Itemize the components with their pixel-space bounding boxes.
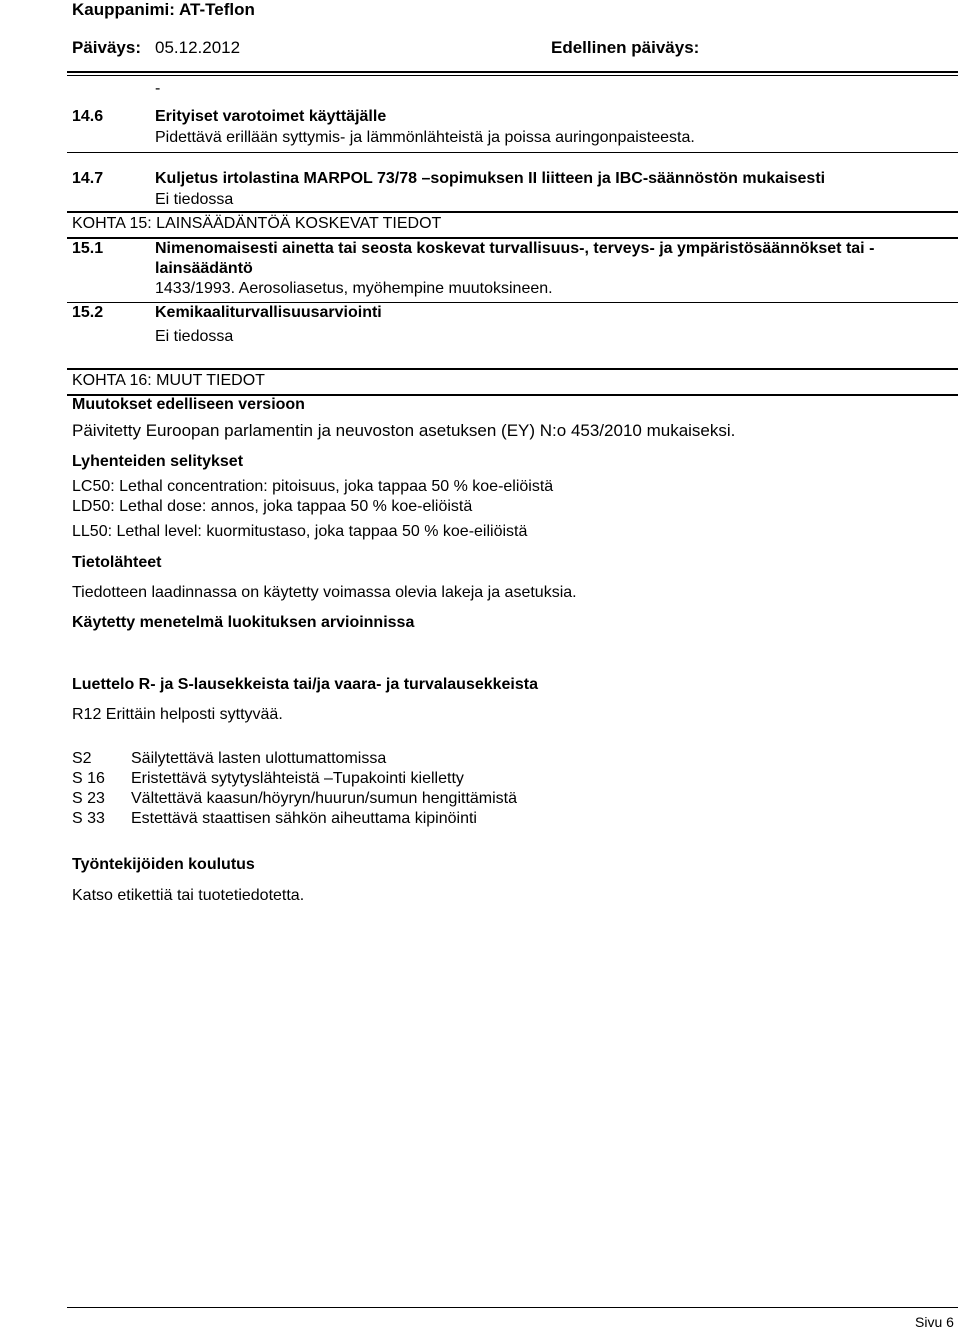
section-14-6-title: Erityiset varotoimet käyttäjälle [155, 108, 387, 125]
section-14-7-title: Kuljetus irtolastina MARPOL 73/78 –sopimuksen II liitteen ja IBC-säännöstön mukaisesti [155, 170, 826, 187]
section-15-2-text: Ei tiedossa [155, 328, 234, 345]
s-phrase-text: Estettävä staattisen sähkön aiheuttama kipinöinti [131, 810, 477, 827]
abbreviation-ld50: LD50: Lethal dose: annos, joka tappaa 50 % koe-eliöistä [72, 498, 473, 515]
footer-rule [67, 1307, 958, 1308]
s-phrase-code: S 23 [72, 790, 105, 807]
section-15-1-title-line2: lainsäädäntö [155, 260, 253, 277]
section-15-2-title: Kemikaaliturvallisuusarviointi [155, 304, 382, 321]
date-value: 05.12.2012 [155, 38, 241, 57]
changes-text: Päivitetty Euroopan parlamentin ja neuvoston asetuksen (EY) N:o 453/2010 mukaiseksi. [72, 421, 736, 440]
changes-title: Muutokset edelliseen versioon [72, 396, 305, 413]
section-15-rule-top [67, 211, 958, 213]
section-14-6-number: 14.6 [72, 108, 104, 125]
section-15-1-rule [67, 302, 958, 303]
page-number: Sivu 6 [915, 1314, 954, 1330]
sources-text: Tiedotteen laadinnassa on käytetty voimassa olevia lakeja ja asetuksia. [72, 584, 577, 601]
training-text: Katso etikettiä tai tuotetiedotetta. [72, 887, 305, 904]
section-16-heading: KOHTA 16: MUUT TIEDOT [72, 372, 265, 389]
section-15-1-text: 1433/1993. Aerosoliasetus, myöhempine muutoksineen. [155, 280, 553, 297]
section-15-1-number: 15.1 [72, 240, 104, 257]
section-14-6-text: Pidettävä erillään syttymis- ja lämmönlähteistä ja poissa auringonpaisteesta. [155, 129, 695, 146]
r-phrase: R12 Erittäin helposti syttyvää. [72, 706, 283, 723]
s-phrase-text: Eristettävä sytytyslähteistä –Tupakointi kielletty [131, 770, 464, 787]
s-phrase-text: Säilytettävä lasten ulottumattomissa [131, 750, 387, 767]
section-16-rule-top [67, 368, 958, 370]
phrases-title: Luettelo R- ja S-lausekkeista tai/ja vaara- ja turvalausekkeista [72, 676, 538, 693]
s-phrase-code: S 16 [72, 770, 105, 787]
dash-marker: - [155, 80, 161, 97]
section-15-heading: KOHTA 15: LAINSÄÄDÄNTÖÄ KOSKEVAT TIEDOT [72, 215, 442, 232]
sources-title: Tietolähteet [72, 554, 162, 571]
section-15-1-title-line1: Nimenomaisesti ainetta tai seosta koskevat turvallisuus-, terveys- ja ympäristösäännökset tai - [155, 240, 875, 257]
section-14-6-rule [67, 152, 958, 153]
section-15-2-number: 15.2 [72, 304, 104, 321]
training-title: Työntekijöiden koulutus [72, 856, 255, 873]
header-rule-top [67, 71, 958, 73]
s-phrase-code: S2 [72, 750, 92, 767]
previous-date-label: Edellinen päiväys: [551, 38, 700, 57]
abbreviation-ll50: LL50: Lethal level: kuormitustaso, joka tappaa 50 % koe-eiliöistä [72, 523, 528, 540]
abbreviations-title: Lyhenteiden selitykset [72, 453, 244, 470]
section-15-rule-bottom [67, 237, 958, 239]
date-label: Päiväys: [72, 38, 141, 57]
s-phrase-text: Vältettävä kaasun/höyryn/huurun/sumun hengittämistä [131, 790, 518, 807]
method-title: Käytetty menetelmä luokituksen arvioinnissa [72, 614, 415, 631]
section-14-7-text: Ei tiedossa [155, 191, 234, 208]
section-14-7-number: 14.7 [72, 170, 104, 187]
abbreviation-lc50: LC50: Lethal concentration: pitoisuus, joka tappaa 50 % koe-eliöistä [72, 478, 554, 495]
header-rule-bottom [67, 75, 958, 76]
trade-name: Kauppanimi: AT-Teflon [72, 0, 255, 19]
s-phrase-code: S 33 [72, 810, 105, 827]
